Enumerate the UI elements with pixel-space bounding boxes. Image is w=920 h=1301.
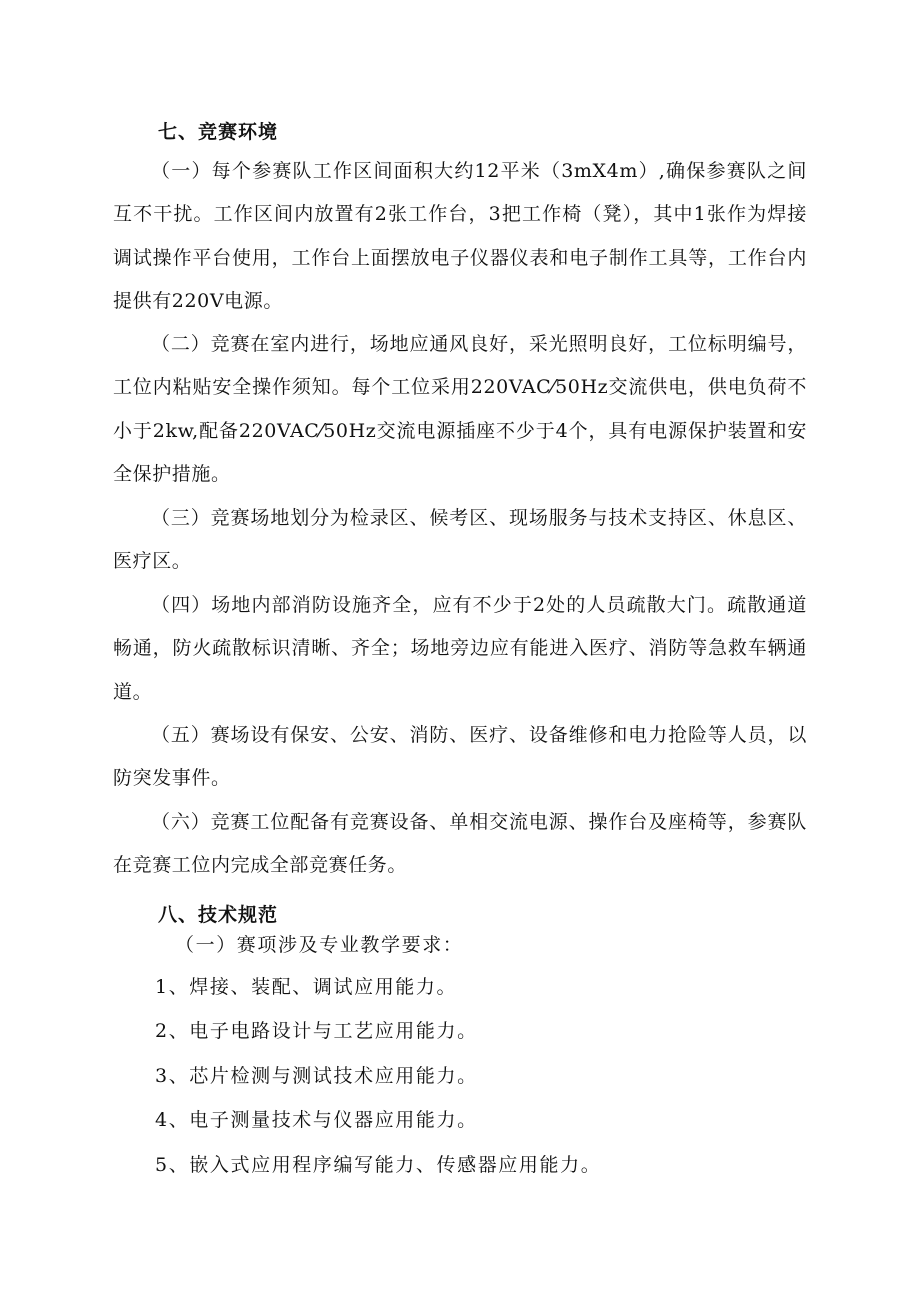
section-7-paragraph-2: （二）竞赛在室内进行，场地应通风良好，采光照明良好，工位标明编号，工位内粘贴安全操作须知。每个工位采用220VAC⁄50Hz交流供电，供电负荷不小于2kw,配备220VAC⁄50Hz交流电源插座不少于4个，具有电源保护装置和安全保护措施。	[113, 333, 807, 485]
list-item: 5、嵌入式应用程序编写能力、传感器应用能力。	[155, 1154, 602, 1176]
list-item: 2、电子电路设计与工艺应用能力。	[155, 1020, 478, 1042]
section-7-heading: 七、竞赛环境	[158, 121, 279, 143]
section-7-paragraph-5: （五）赛场设有保安、公安、消防、医疗、设备维修和电力抢险等人员，以防突发事件。	[113, 724, 807, 790]
list-item: 1、焊接、装配、调试应用能力。	[155, 976, 458, 998]
section-8-subheading: （一）赛项涉及专业教学要求：	[175, 934, 464, 956]
section-7-paragraph-4: （四）场地内部消防设施齐全，应有不少于2处的人员疏散大门。疏散通道畅通，防火疏散标识清晰、齐全；场地旁边应有能进入医疗、消防等急救车辆通道。	[113, 594, 807, 703]
list-item: 4、电子测量技术与仪器应用能力。	[155, 1109, 478, 1131]
list-item: 3、芯片检测与测试技术应用能力。	[155, 1065, 478, 1087]
section-8-heading: 八、技术规范	[158, 904, 279, 926]
section-7-paragraph-1: （一）每个参赛队工作区间面积大约12平米（3mX4m）,确保参赛队之间互不干扰。工作区间内放置有2张工作台，3把工作椅（凳），其中1张作为焊接调试操作平台使用，工作台上面摆放电子仪器仪表和电子制作工具等，工作台内提供有220V电源。	[113, 160, 807, 312]
section-7-paragraph-3: （三）竞赛场地划分为检录区、候考区、现场服务与技术支持区、休息区、医疗区。	[113, 507, 807, 573]
section-7-paragraph-6: （六）竞赛工位配备有竞赛设备、单相交流电源、操作台及座椅等，参赛队在竞赛工位内完成全部竞赛任务。	[113, 811, 807, 877]
